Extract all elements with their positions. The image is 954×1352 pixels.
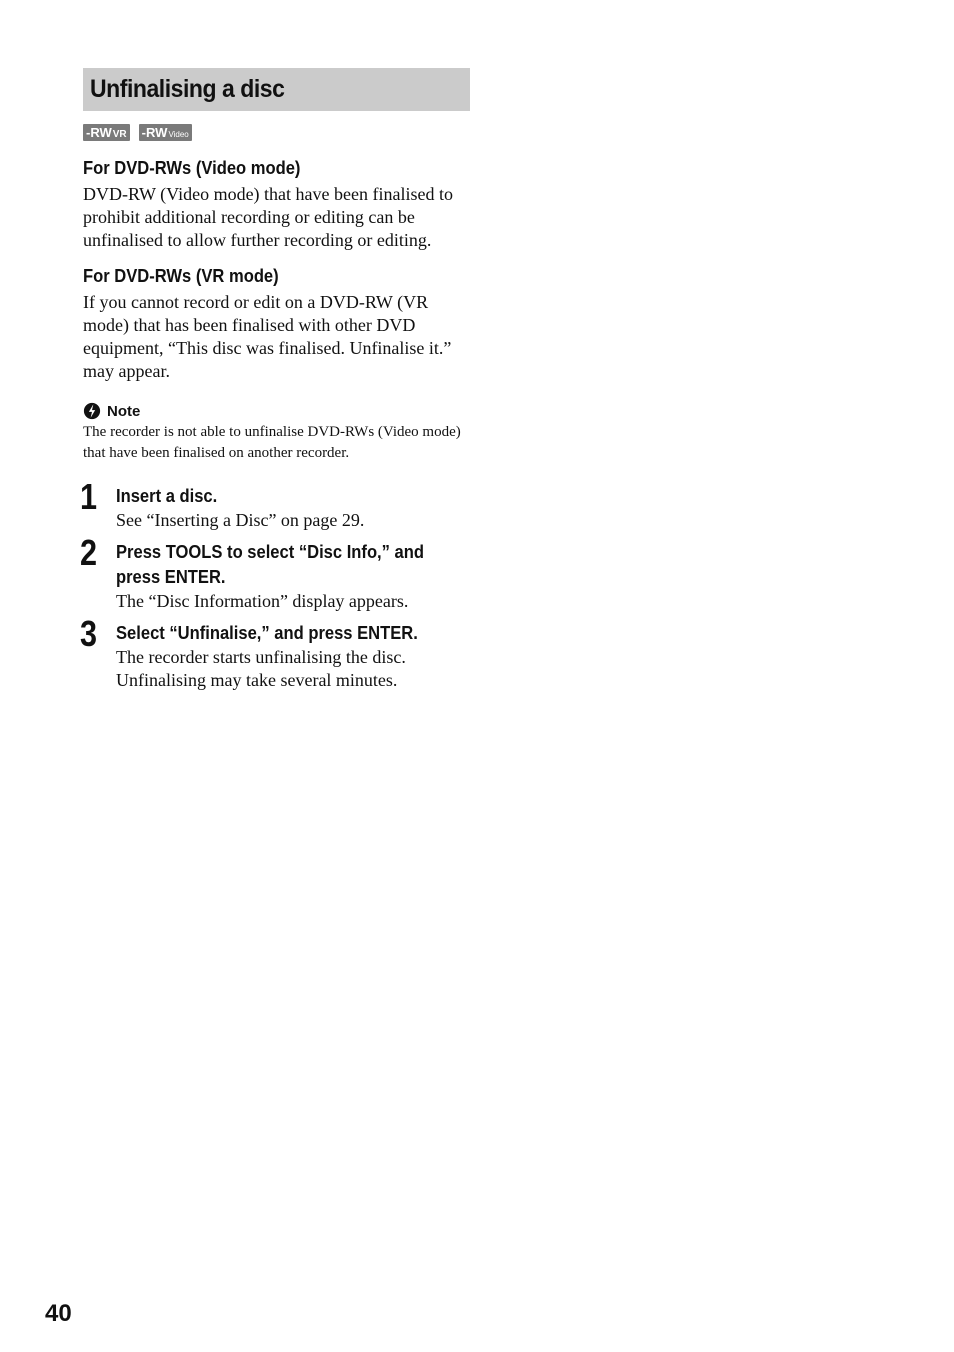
step-description-line-2: Unfinalising may take several minutes. [116, 670, 398, 690]
step-title-line-1: Press TOOLS to select “Disc Info,” and [116, 542, 424, 562]
section-title: Unfinalising a disc [90, 75, 285, 103]
step-1 [80, 476, 470, 532]
heading-video-mode: For DVD-RWs (Video mode) [83, 158, 301, 178]
step-title-line-2: press ENTER. [116, 567, 226, 587]
step-number: 1 [80, 476, 98, 517]
note-icon [83, 402, 101, 420]
step-number: 2 [80, 532, 98, 573]
text-video-mode: DVD-RW (Video mode) that have been finalised to prohibit additional recording or editing can be unfinalised to allow further recording or editing. [83, 184, 453, 250]
step-description-line-1: The recorder starts unfinalising the disc. [116, 647, 406, 667]
heading-vr-mode: For DVD-RWs (VR mode) [83, 266, 279, 286]
step-2 [80, 532, 470, 613]
disc-type-badges [83, 124, 470, 144]
step-description: See “Inserting a Disc” on page 29. [116, 510, 365, 530]
main-column [80, 68, 470, 692]
note-text: The recorder is not able to unfinalise DVD-RWs (Video mode) that have been finalised on another recorder. [83, 424, 461, 461]
text-vr-mode: If you cannot record or edit on a DVD-RW (VR mode) that has been finalised with other DVD equipment, “This disc was finalised. Unfinalise it.” may appear. [83, 292, 452, 381]
step-number: 3 [80, 613, 98, 654]
step-description: The “Disc Information” display appears. [116, 591, 409, 611]
note-header [83, 402, 470, 420]
step-title: Insert a disc. [116, 486, 218, 506]
page-number: 40 [45, 1300, 72, 1327]
badge-rw-vr: -RW VR [83, 124, 130, 141]
step-3 [80, 613, 470, 692]
badge-rw-video: -RW Video [139, 124, 192, 141]
note-label: Note [107, 402, 141, 420]
step-title: Select “Unfinalise,” and press ENTER. [116, 623, 418, 643]
section-title-bar [83, 68, 470, 111]
